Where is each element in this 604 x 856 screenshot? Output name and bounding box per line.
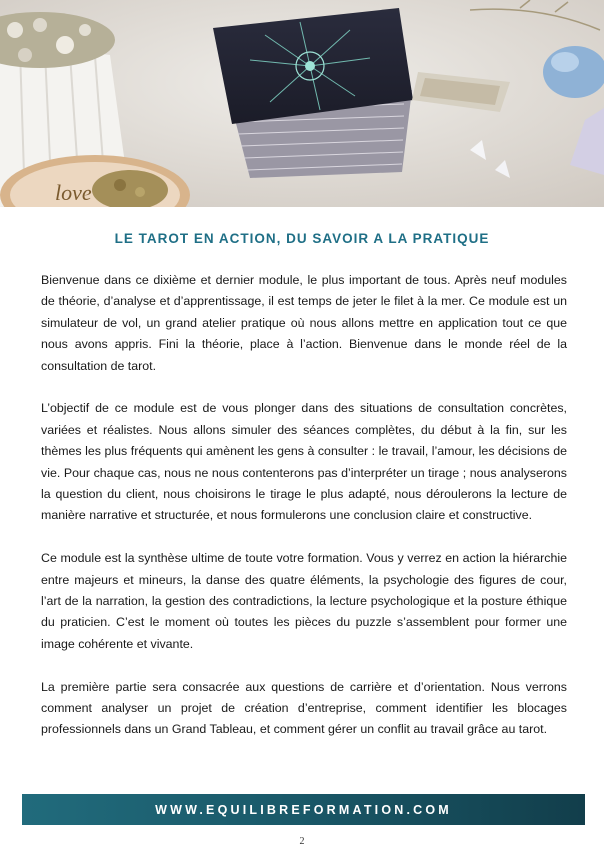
page-number: 2 [299,836,305,847]
body-text [41,270,567,762]
footer-bar [22,794,585,825]
paragraph-first-part: La première partie sera consacrée aux questions de carrière et d’orientation. Nous verrons comment analyser un projet de création d’entreprise, comment identifier les blocages professionnels dans un Grand Tableau, et comment gérer un conflit au travail grâce au tarot. [41,679,567,737]
tarot-photo-illustration [0,0,604,207]
paragraph-intro: Bienvenue dans ce dixième et dernier module, le plus important de tous. Après neuf modules de théorie, d’analyse et d’apprentissage, il est temps de jeter le filet à la mer. Ce module est un simulateur de vol, un grand atelier pratique où nous allons mettre en application tout ce que nous avons appris. Fini la théorie, place à l’action. Bienvenue dans le monde réel de la consultation de tarot. [41,273,567,373]
svg-text:love: love [55,180,92,205]
footer-website-url[interactable]: WWW.EQUILIBREFORMATION.COM [155,802,452,817]
page-title: LE TAROT EN ACTION, DU SAVOIR A LA PRATIQUE [114,231,490,246]
paragraph-synthesis: Ce module est la synthèse ultime de toute votre formation. Vous y verrez en action la hiérarchie entre majeurs et mineurs, la danse des quatre éléments, la psychologie des figures de cour, l’art de la narration, la gestion des contradictions, la lecture psychologique et la posture éthique du praticien. C’est le moment où toutes les pièces du puzzle s’assemblent pour former une image cohérente et vivante. [41,551,567,651]
hero-photo [0,0,604,207]
paragraph-objective: L’objectif de ce module est de vous plonger dans des situations de consultation concrètes, variées et réalistes. Nous allons simuler des séances complètes, du début à la fin, sur les thèmes les plus fréquents qui amènent les gens à consulter : le travail, l’amour, les décisions de vie. Pour chaque cas, nous ne nous contenterons pas d’interpréter un tirage ; nous analyserons la question du client, nous choisirons le tirage le plus adapté, nous déroulerons la lecture de manière narrative et structurée, et nous formulerons une conclusion claire et constructive. [41,401,567,523]
